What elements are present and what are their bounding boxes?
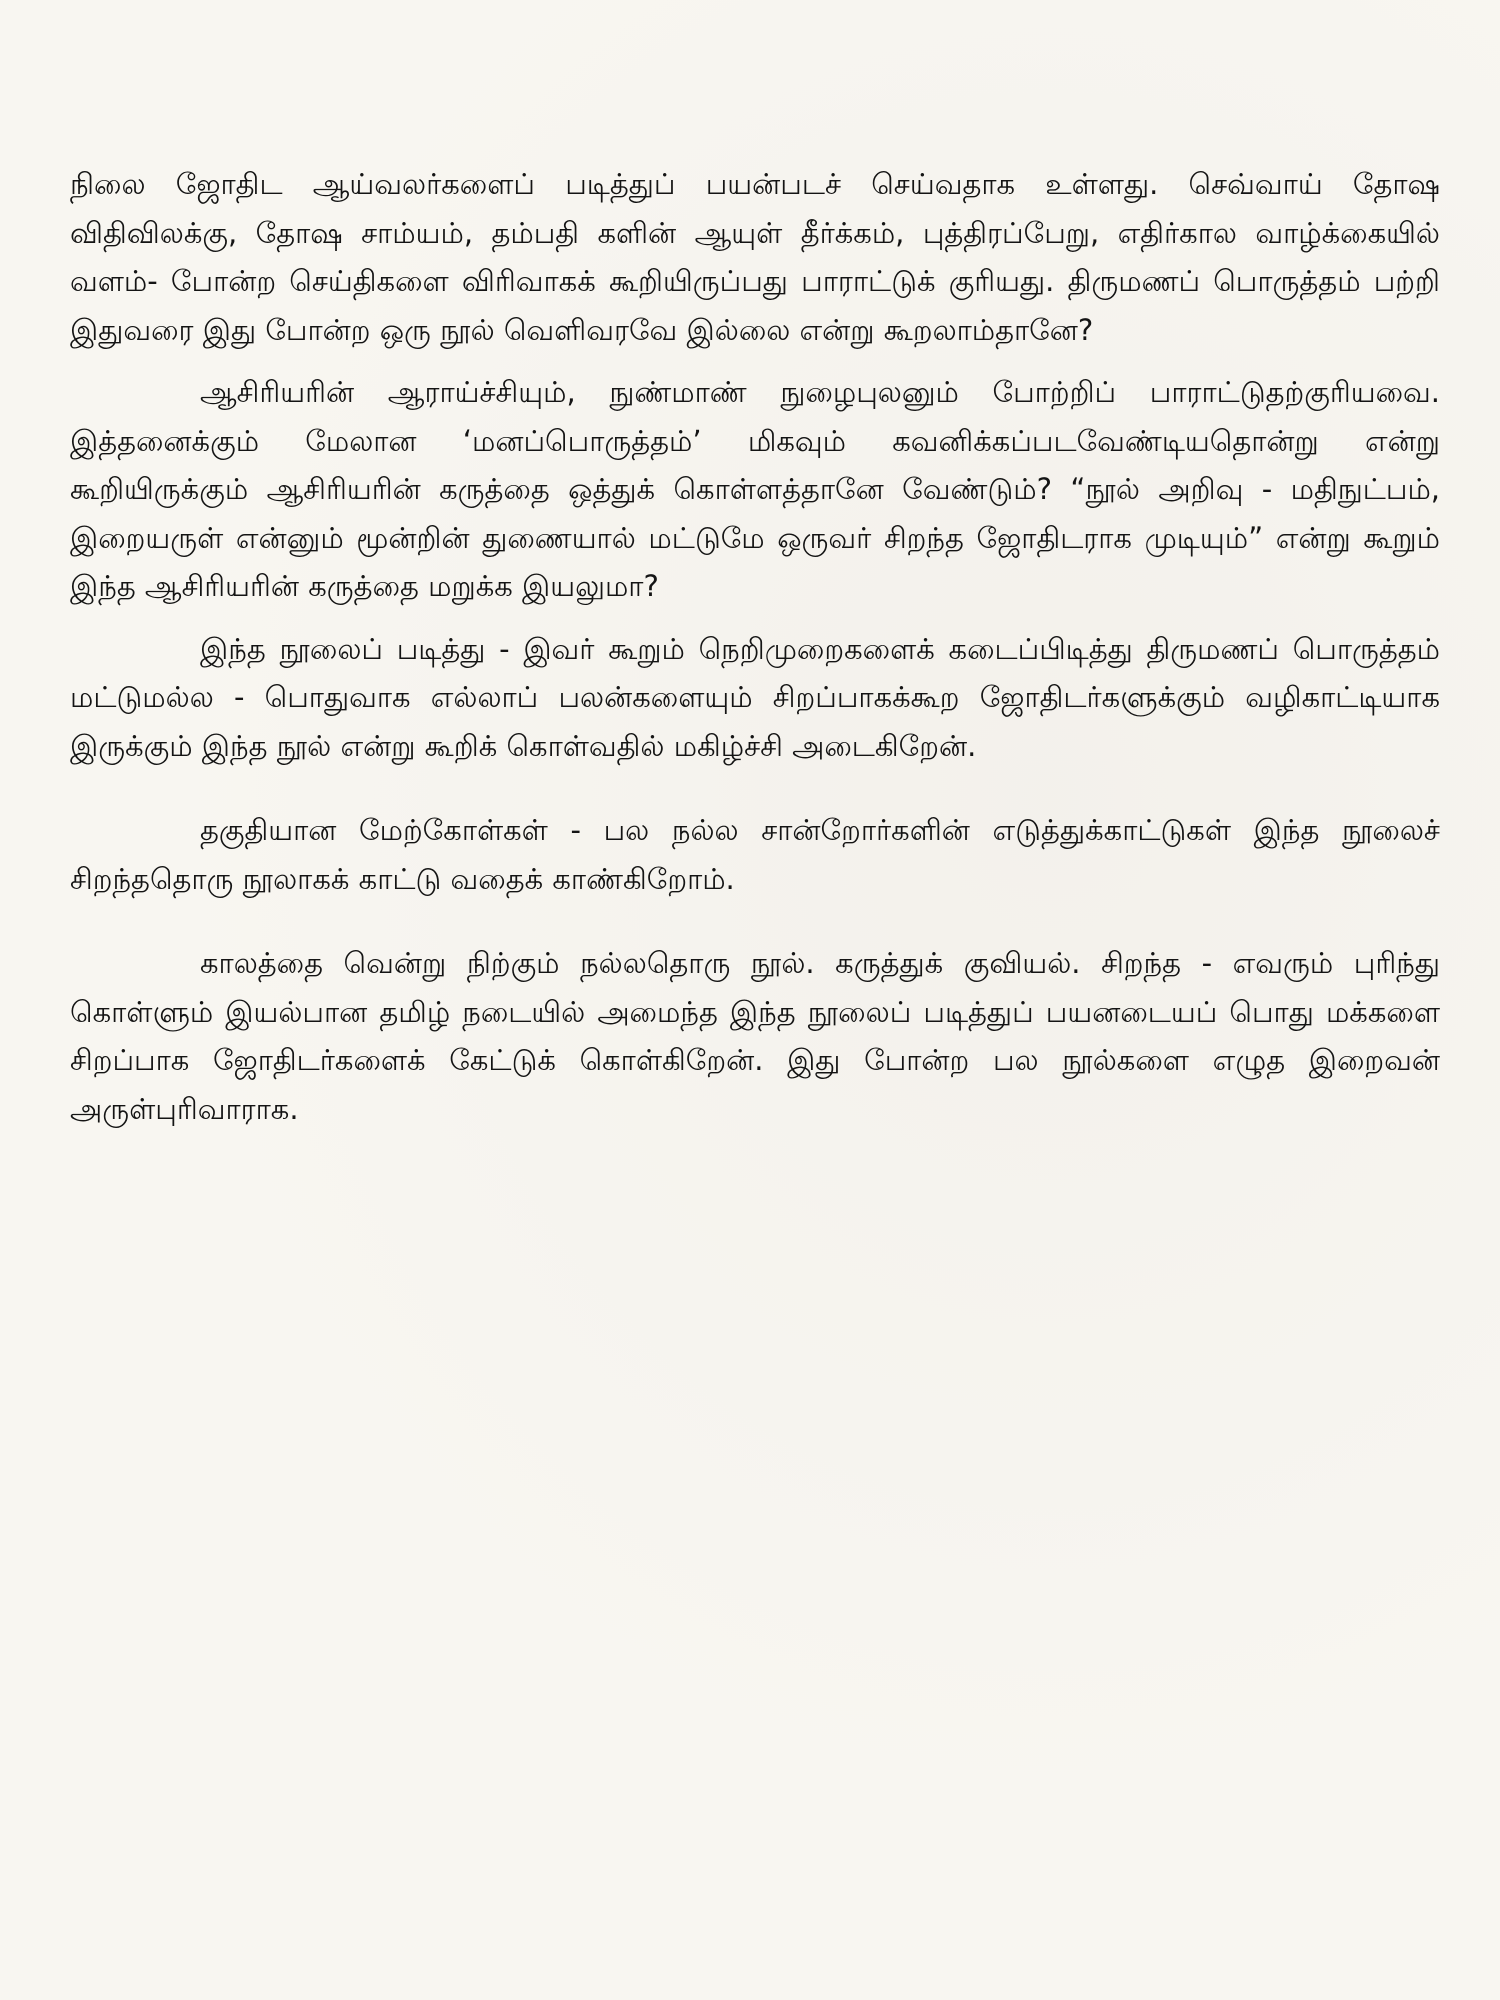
paragraph-1: நிலை ஜோதிட ஆய்வலர்களைப் படித்துப் பயன்படச் செய்வதாக உள்ளது. செவ்வாய் தோஷ விதிவிலக்கு, தோஷ சாம்யம், தம்பதி களின் ஆயுள் தீர்க்கம், புத்திரப்பேறு, எதிர்கால வாழ்க்கையில் வளம்- போன்ற செய்திகளை விரிவாகக் கூறியிருப்பது பாராட்டுக் குரியது. திருமணப் பொருத்தம் பற்றி இதுவரை இது போன்ற ஒரு நூல் வெளிவரவே இல்லை என்று கூறலாம்தானே? (70, 167, 1440, 347)
paragraph-5: காலத்தை வென்று நிற்கும் நல்லதொரு நூல். கருத்துக் குவியல். சிறந்த - எவரும் புரிந்து கொள்ளும் இயல்பான தமிழ் நடையில் அமைந்த இந்த நூலைப் படித்துப் பயனடையப் பொது மக்களை சிறப்பாக ஜோதிடர்களைக் கேட்டுக் கொள்கிறேன். இது போன்ற பல நூல்களை எழுத இறைவன் அருள்புரிவாராக. (70, 946, 1440, 1126)
paragraph-2: ஆசிரியரின் ஆராய்ச்சியும், நுண்மாண் நுழைபுலனும் போற்றிப் பாராட்டுதற்குரியவை. இத்தனைக்கும் மேலான ‘மனப்பொருத்தம்’ மிகவும் கவனிக்கப்படவேண்டியதொன்று என்று கூறியிருக்கும் ஆசிரியரின் கருத்தை ஒத்துக் கொள்ளத்தானே வேண்டும்? “நூல் அறிவு - மதிநுட்பம், இறையருள் என்னும் மூன்றின் துணையால் மட்டுமே ஒருவர் சிறந்த ஜோதிடராக முடியும்” என்று கூறும் இந்த ஆசிரியரின் கருத்தை மறுக்க இயலுமா? (70, 375, 1440, 603)
paragraph-3: இந்த நூலைப் படித்து - இவர் கூறும் நெறிமுறைகளைக் கடைப்பிடித்து திருமணப் பொருத்தம் மட்டுமல்ல - பொதுவாக எல்லாப் பலன்களையும் சிறப்பாகக்கூற ஜோதிடர்களுக்கும் வழிகாட்டியாக இருக்கும் இந்த நூல் என்று கூறிக் கொள்வதில் மகிழ்ச்சி அடைகிறேன். (70, 631, 1440, 763)
paragraph-4: தகுதியான மேற்கோள்கள் - பல நல்ல சான்றோர்களின் எடுத்துக்காட்டுகள் இந்த நூலைச் சிறந்ததொரு நூலாகக் காட்டு வதைக் காண்கிறோம். (70, 813, 1440, 896)
body-text (70, 160, 1440, 1133)
